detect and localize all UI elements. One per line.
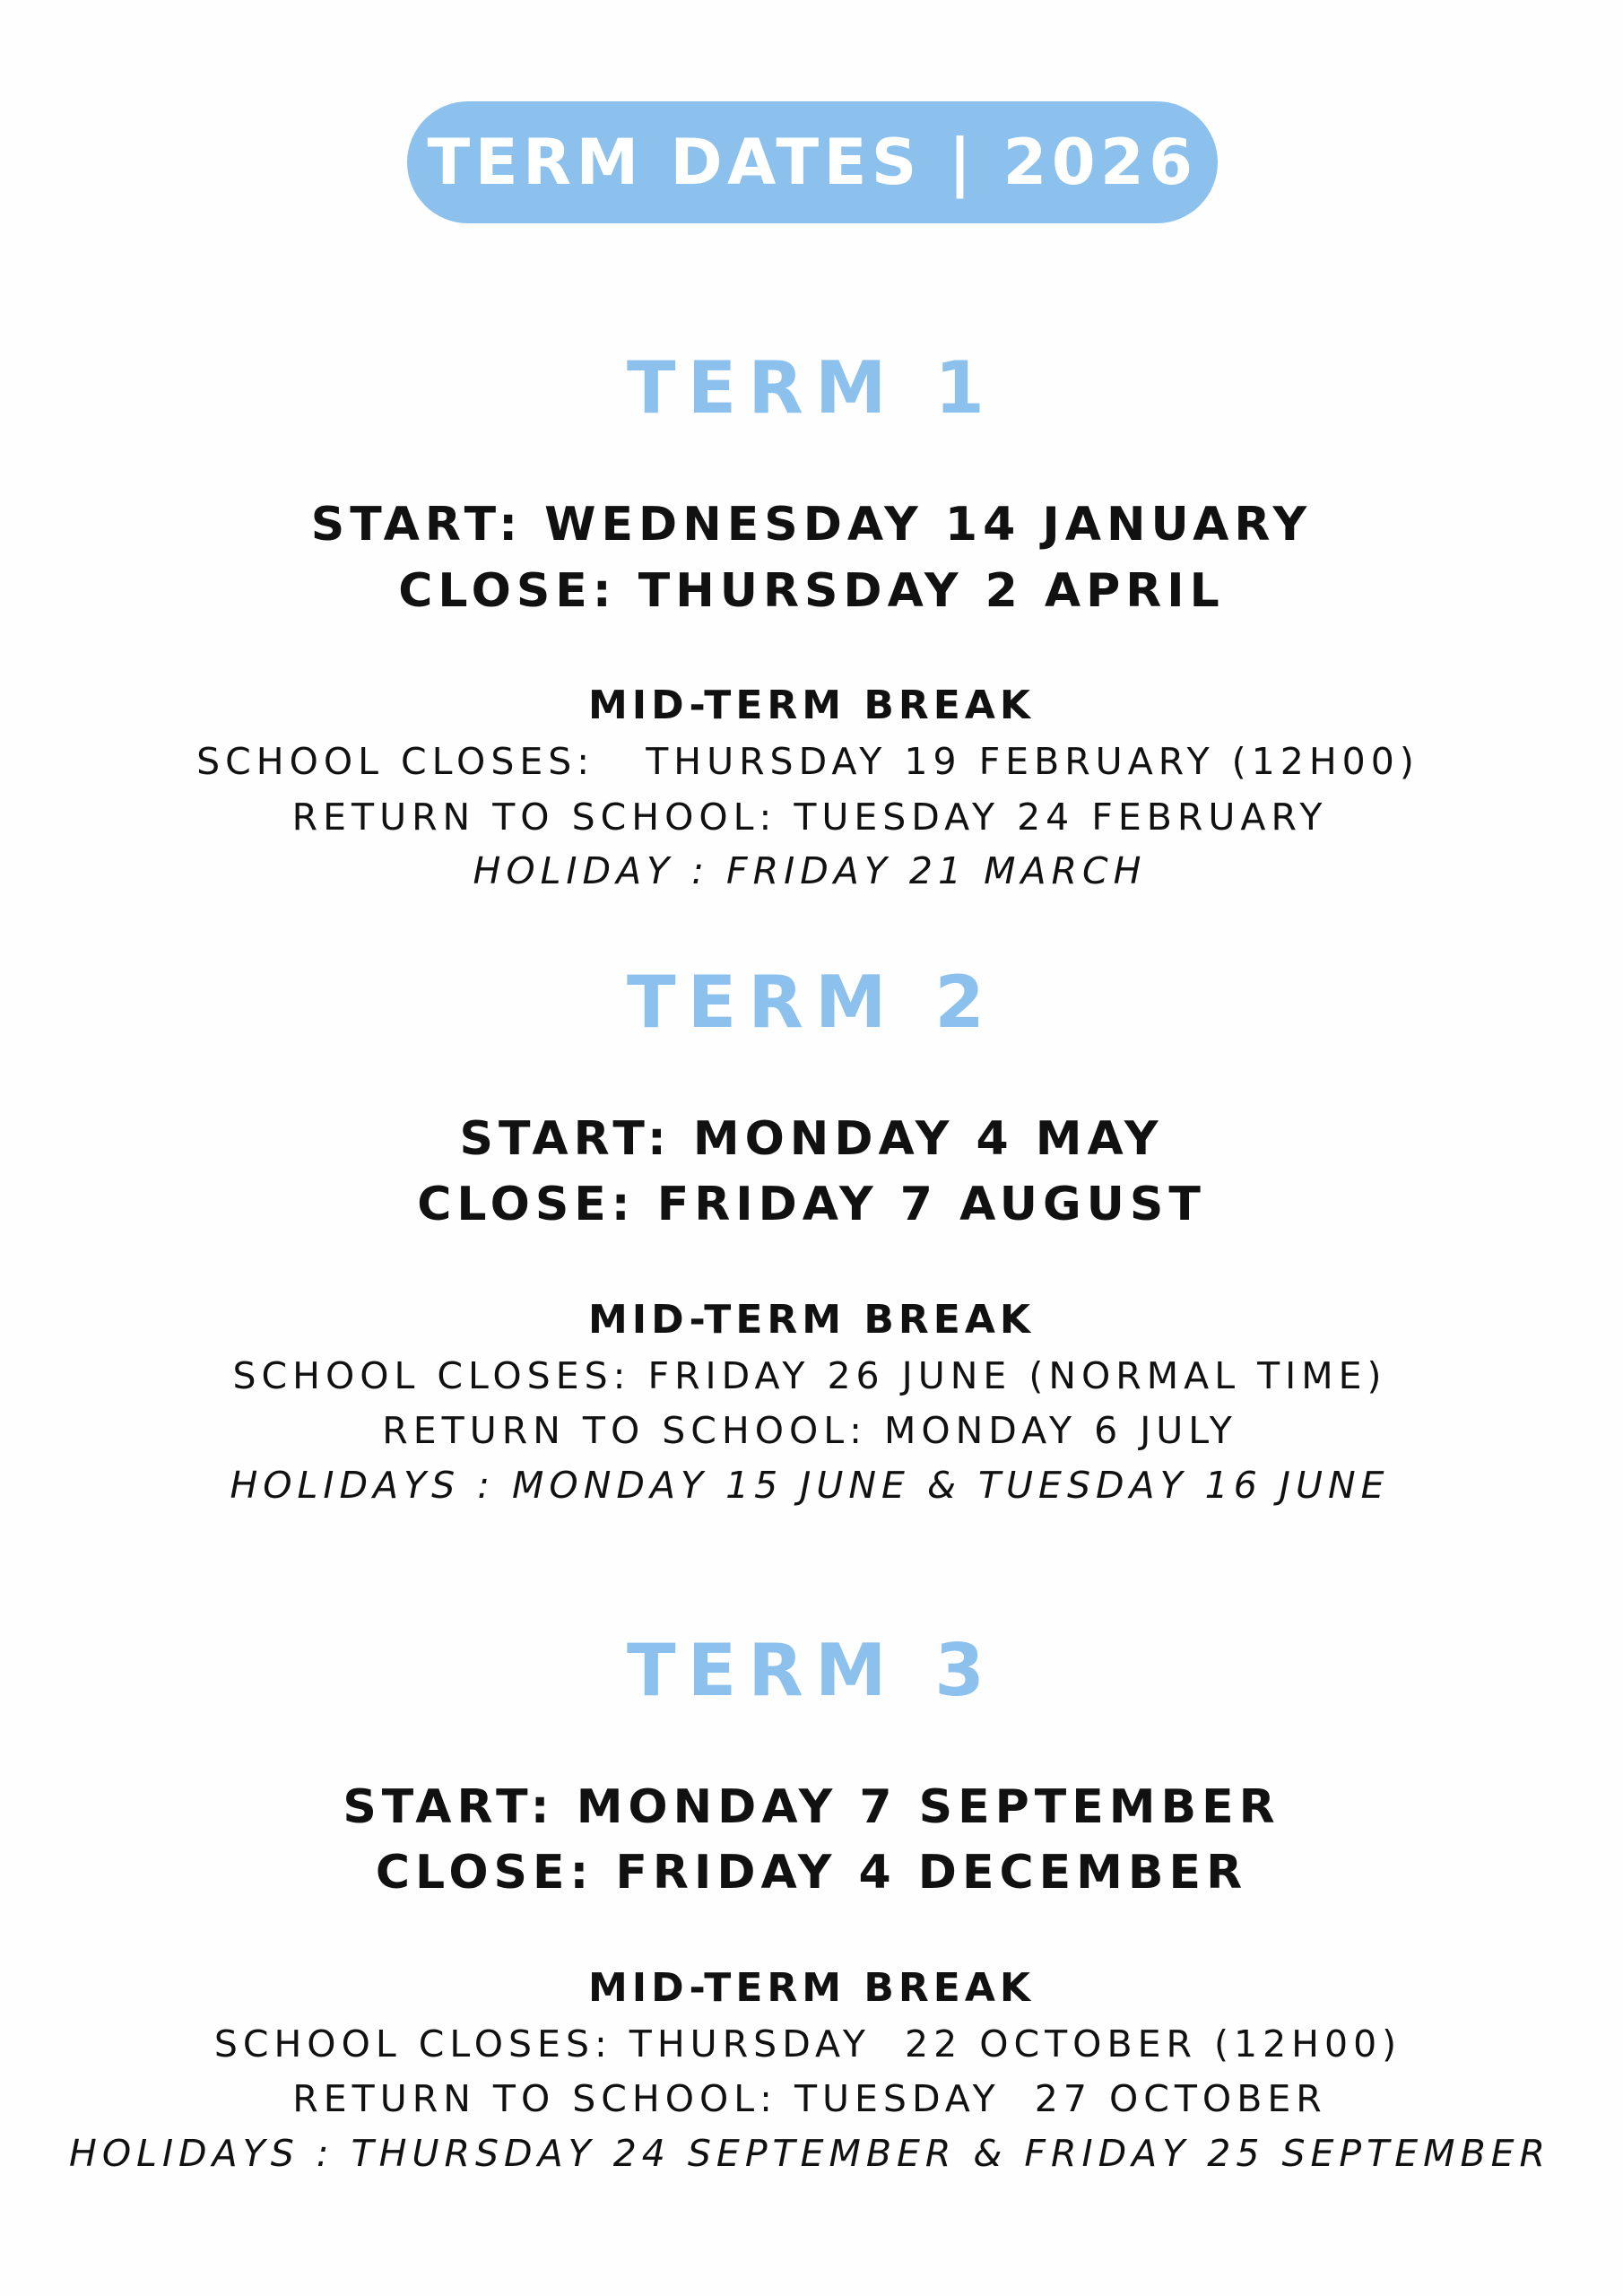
term-2-school-closes: SCHOOL CLOSES: FRIDAY 26 JUNE (NORMAL TIME) <box>232 1354 1387 1397</box>
term-3-close: CLOSE: FRIDAY 4 DECEMBER <box>375 1846 1248 1900</box>
term-3-start: START: MONDAY 7 SEPTEMBER <box>343 1780 1280 1834</box>
term-2-heading: TERM 2 <box>627 961 996 1044</box>
term-1-start: START: WEDNESDAY 14 JANUARY <box>310 498 1313 552</box>
term-1-break-heading: MID-TERM BREAK <box>588 683 1035 728</box>
term-3-holiday: HOLIDAYS : THURSDAY 24 SEPTEMBER & FRIDAY 25 SEPTEMBER <box>69 2132 1550 2175</box>
term-1-return: RETURN TO SCHOOL: TUESDAY 24 FEBRUARY <box>291 796 1328 839</box>
title-banner <box>407 101 1218 223</box>
term-3-school-closes: SCHOOL CLOSES: THURSDAY 22 OCTOBER (12H00) <box>213 2022 1402 2066</box>
term-1-close: CLOSE: THURSDAY 2 APRIL <box>398 564 1225 618</box>
term-3-break-heading: MID-TERM BREAK <box>588 1965 1035 2011</box>
page-title: TERM DATES | 2026 <box>427 126 1198 199</box>
term-2-close: CLOSE: FRIDAY 7 AUGUST <box>417 1178 1206 1231</box>
term-3-heading: TERM 3 <box>627 1629 996 1712</box>
term-1-heading: TERM 1 <box>627 346 996 430</box>
term-3-return: RETURN TO SCHOOL: TUESDAY 27 OCTOBER <box>292 2077 1327 2120</box>
term-2-break-heading: MID-TERM BREAK <box>588 1297 1035 1343</box>
term-2-start: START: MONDAY 4 MAY <box>459 1112 1164 1166</box>
term-1-holiday: HOLIDAY : FRIDAY 21 MARCH <box>473 849 1147 892</box>
term-2-return: RETURN TO SCHOOL: MONDAY 6 JULY <box>382 1409 1237 1452</box>
term-2-holiday: HOLIDAYS : MONDAY 15 JUNE & TUESDAY 16 JUNE <box>230 1464 1390 1507</box>
term-1-school-closes: SCHOOL CLOSES: THURSDAY 19 FEBRUARY (12H00) <box>196 740 1419 783</box>
